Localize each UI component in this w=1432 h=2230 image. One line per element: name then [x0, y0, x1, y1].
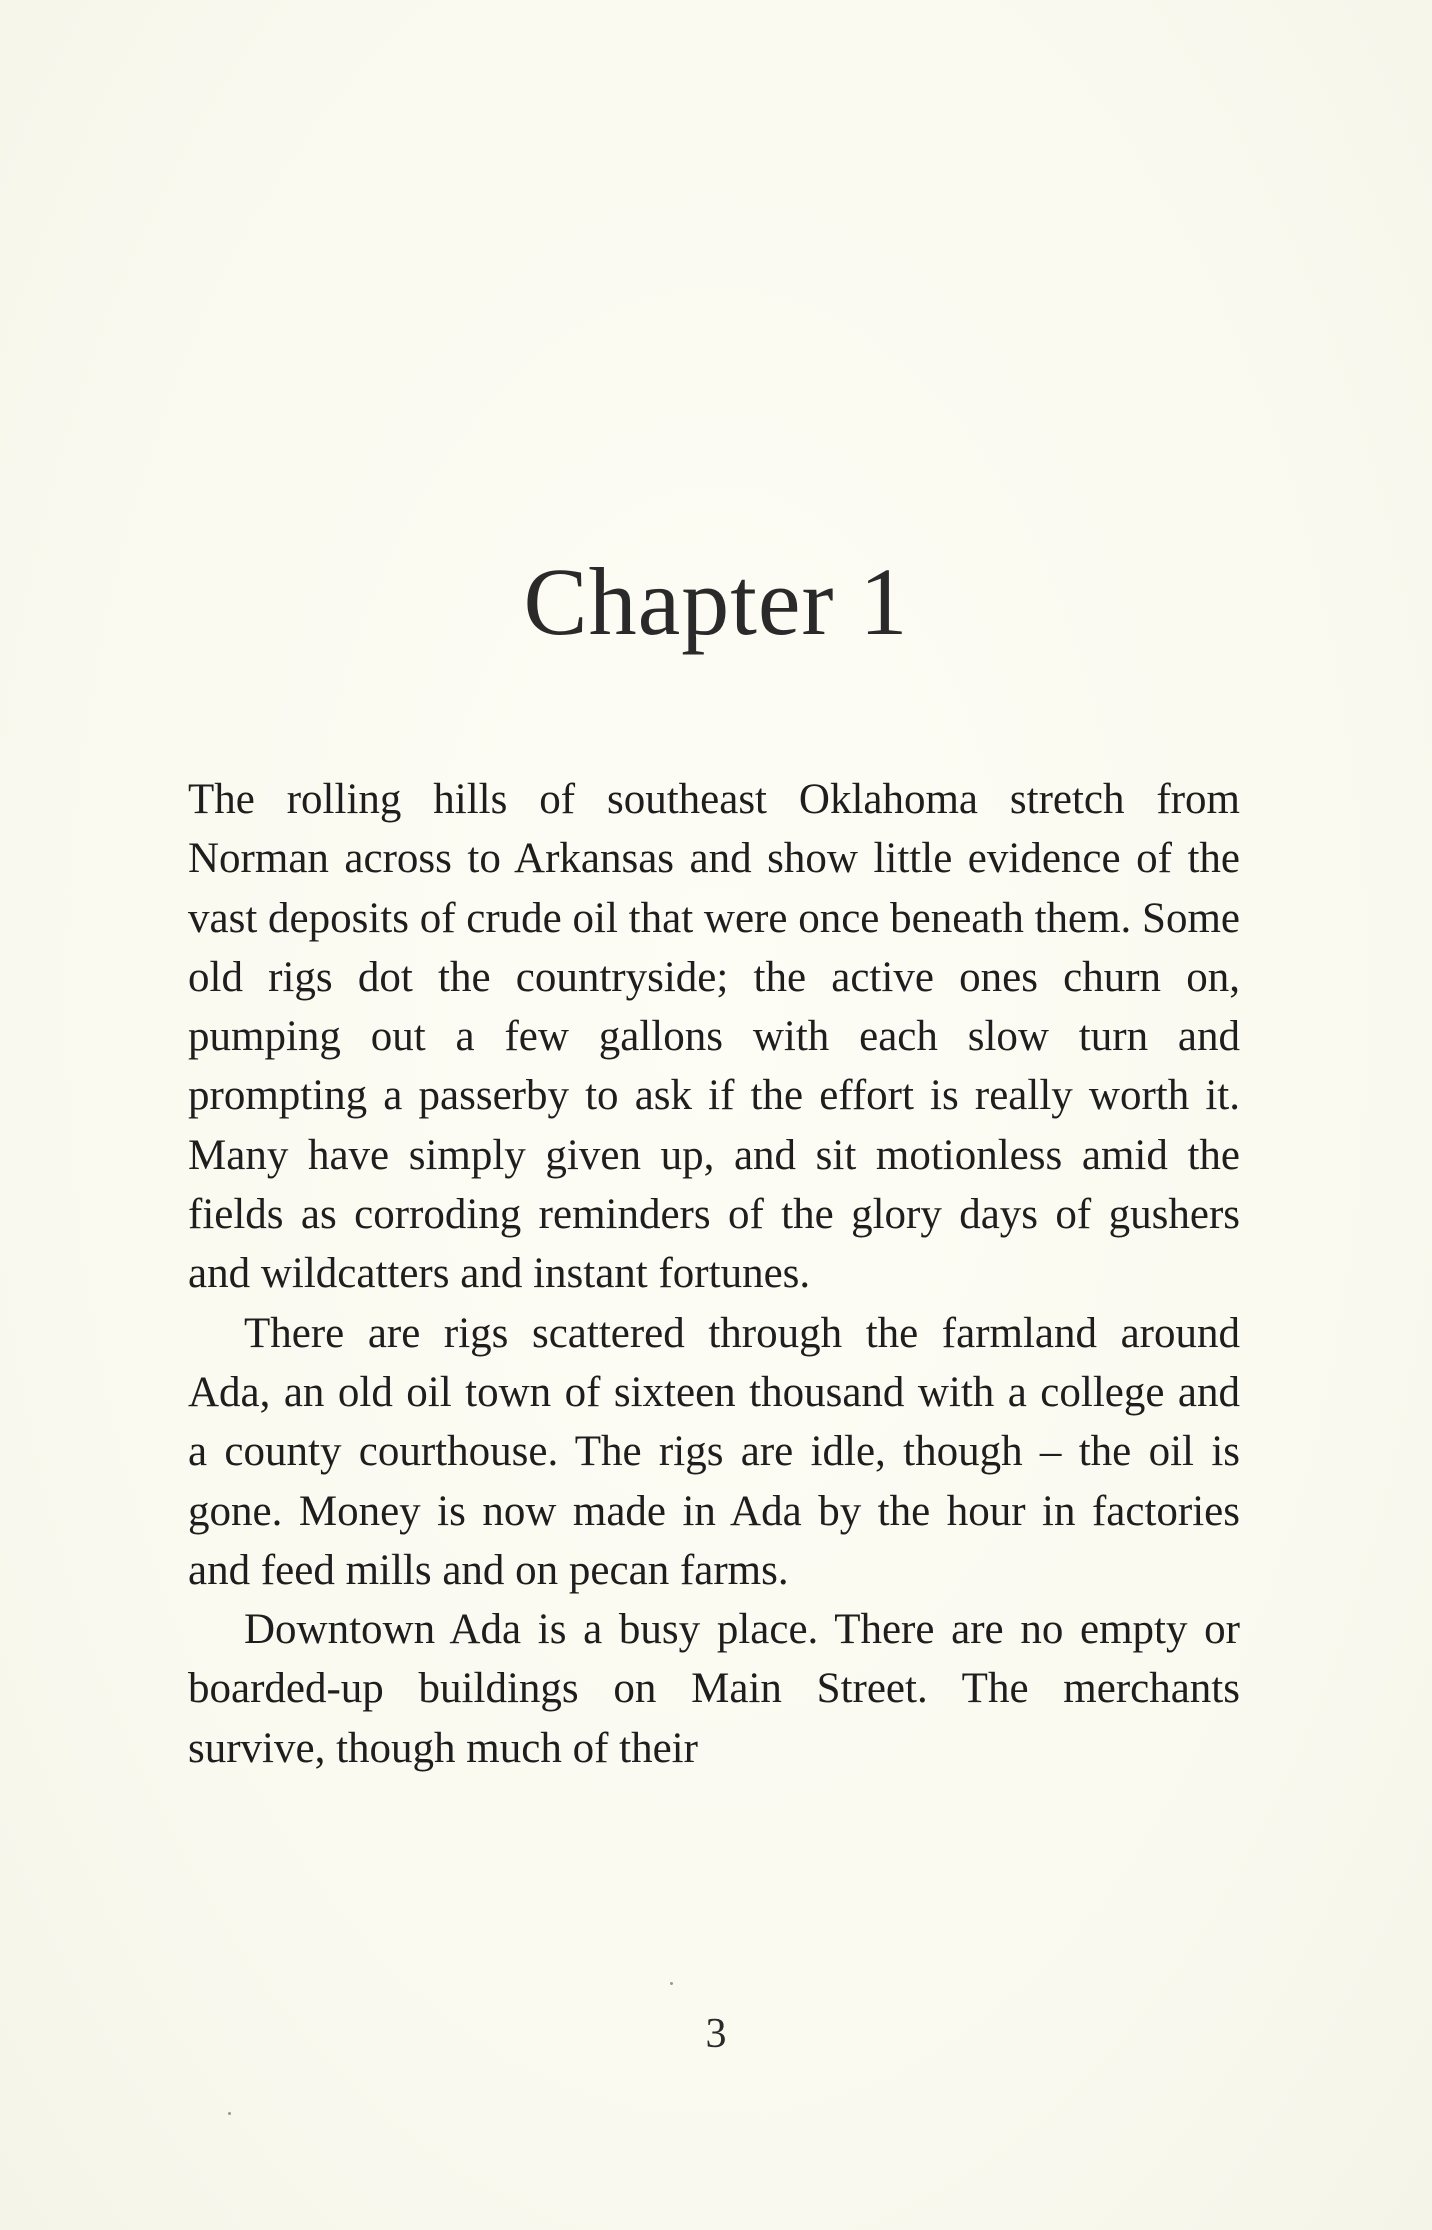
chapter-title: Chapter 1 [523, 548, 909, 656]
paragraph-1: The rolling hills of southeast Oklahoma stretch from Norman across to Arkansas and show little evidence of the vast deposits of crude oil that were once beneath them. Some old rigs dot the countryside; the active ones churn on, pumping out a few gallons with each slow turn and prompting a passerby to ask if the effort is really worth it. Many have simply given up, and sit motionless amid the fields as corroding reminders of the glory days of gushers and wildcatters and instant fortunes. [188, 776, 1240, 1298]
body-text [188, 770, 1240, 1778]
paragraph-2: There are rigs scattered through the farmland around Ada, an old oil town of sixteen thousand with a college and a county courthouse. The rigs are idle, though – the oil is gone. Money is now made in Ada by the hour in factories and feed mills and on pecan farms. [188, 1309, 1240, 1594]
scan-speck [670, 1982, 673, 1985]
scan-speck [228, 2112, 231, 2115]
paragraph-3: Downtown Ada is a busy place. There are no empty or boarded-up buildings on Main Street. The merchants survive, though much of their [188, 1606, 1240, 1772]
page-number: 3 [705, 2011, 727, 2057]
